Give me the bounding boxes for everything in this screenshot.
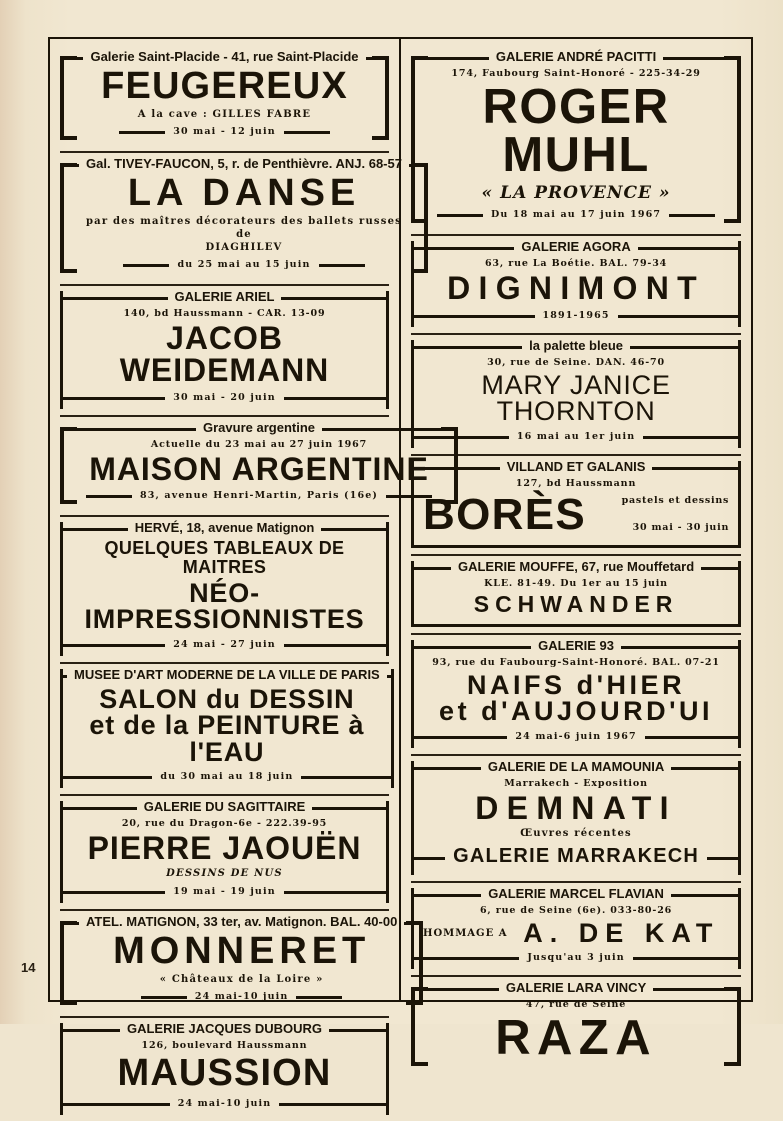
ad-title-line: LA DANSE (127, 172, 361, 215)
ad-date (62, 1099, 387, 1110)
gallery-address: 127, bd Haussmann (515, 477, 637, 489)
ad-date-text: du 30 mai au 18 juin (160, 770, 294, 782)
ad-title-line: NAIFS d'HIER (467, 669, 686, 700)
ad-title (423, 369, 729, 427)
ad-title (72, 1052, 377, 1095)
ad-cell (411, 454, 741, 554)
ad-main-row (72, 1052, 377, 1095)
ad-box (411, 238, 741, 327)
ad-title (423, 489, 616, 539)
ad-header (62, 291, 387, 306)
ad-header (413, 640, 739, 655)
ad-date (413, 311, 739, 322)
ad-title-line: A. DE KAT (523, 917, 720, 948)
ad-main-row (431, 1011, 721, 1066)
page-frame (48, 37, 753, 1110)
ad-cell (60, 284, 389, 415)
ad-header (74, 916, 409, 931)
ad-subtitle (423, 827, 729, 840)
ad-date (62, 772, 392, 783)
ad-cell (411, 234, 741, 333)
ad-body (423, 903, 729, 948)
ad-subtitle (80, 973, 403, 986)
ad-date (413, 953, 739, 964)
ad-box (60, 291, 389, 409)
gallery-name: GALERIE DE LA MAMOUNIA (487, 758, 665, 774)
ad-header (413, 758, 739, 776)
gallery-name: GALERIE AGORA (521, 238, 631, 254)
ad-title-line: DIGNIMONT (447, 269, 706, 306)
ad-box (60, 419, 458, 509)
gallery-address: 126, boulevard Haussmann (141, 1040, 308, 1052)
ad-main-row (423, 269, 729, 306)
gallery-name: GALERIE 93 (538, 638, 614, 654)
ad-main-row (423, 590, 729, 617)
ad-box (411, 885, 741, 969)
ad-title (72, 829, 377, 866)
ad-main-row (423, 789, 729, 826)
ad-title-line: BORÈS (423, 489, 587, 539)
ad-date-text: 1891-1965 (542, 310, 610, 322)
ad-body (423, 655, 729, 727)
ad-date (62, 393, 387, 404)
ad-date-text: 30 mai - 20 juin (173, 391, 276, 403)
ad-header (62, 1023, 387, 1038)
ad-footer-text: GALERIE MARRAKECH (453, 844, 700, 867)
ad-header (413, 340, 739, 355)
gallery-name: Gal. TIVEY-FAUCON, 5, r. de Penthièvre. ANJ. 68-57 (86, 156, 402, 172)
ad-subtitle (80, 108, 369, 121)
ad-title-line: MARY JANICE THORNTON (481, 369, 671, 427)
ad-title (80, 450, 438, 487)
ad-title (72, 320, 377, 388)
ad-box (411, 558, 741, 627)
gallery-address: 63, rue La Boétie. BAL. 79-34 (484, 257, 668, 269)
ad-date-text: Jusqu'au 3 juin (527, 952, 625, 964)
gallery-name: VILLAND ET GALANIS (506, 458, 646, 474)
gallery-name: GALERIE DU SAGITTAIRE (143, 798, 306, 814)
ad-date (86, 127, 363, 138)
ad-side-right-line: pastels et dessins (621, 495, 730, 507)
gallery-name: Galerie Saint-Placide - 41, rue Saint-Placide (90, 49, 359, 64)
ad-title (80, 930, 403, 973)
ad-title-line: MAISON ARGENTINE (89, 450, 429, 487)
ad-date-text: 24 mai-10 juin (194, 991, 289, 1003)
ad-title (431, 1011, 721, 1066)
ad-subtitle (80, 215, 408, 254)
gallery-name: GALERIE ANDRÉ PACITTI (495, 49, 657, 64)
ad-date-text: 16 mai au 1er juin (516, 430, 636, 442)
ad-header (425, 982, 727, 997)
gallery-address: 20, rue du Dragon-6e - 222.39-95 (121, 817, 328, 829)
ad-date-text: 83, avenue Henri-Martin, Paris (16e) (140, 490, 379, 502)
ad-cell (60, 415, 429, 515)
ad-header (413, 885, 739, 903)
ad-cell (60, 794, 389, 909)
ad-side-left-label: HOMMAGE A (423, 927, 508, 939)
ad-body (423, 256, 729, 306)
ad-box (60, 51, 389, 145)
ad-side-right-line: 30 mai - 30 juin (632, 522, 730, 534)
ad-body (72, 537, 377, 635)
ad-body (72, 684, 382, 767)
ad-title-line: RAZA (495, 1011, 657, 1066)
column-right (401, 39, 751, 1066)
ad-date (62, 640, 387, 651)
ad-title-line: NÉO-IMPRESSIONNISTES (84, 577, 365, 635)
ad-subtitle-line: DESSINS DE NUS (166, 868, 283, 880)
gallery-name: HERVÉ, 18, avenue Matignon (134, 520, 315, 536)
ad-cell (411, 333, 741, 454)
ad-title-line: PIERRE JAOUËN (87, 829, 362, 866)
gallery-name: GALERIE MARCEL FLAVIAN (488, 885, 664, 901)
ad-title-line: JACOB WEIDEMANN (119, 320, 330, 388)
ad-title (513, 917, 729, 948)
ad-body (80, 66, 369, 123)
ad-body (80, 437, 438, 487)
ad-date-text: 30 mai - 12 juin (173, 126, 276, 138)
gallery-name: GALERIE MOUFFE, 67, rue Mouffetard (457, 558, 695, 574)
ad-body (423, 476, 729, 538)
ad-box (60, 522, 389, 656)
ad-header (62, 798, 387, 816)
ad-header (413, 458, 739, 476)
ad-pre-title: QUELQUES TABLEAUX DE MAITRES (104, 537, 345, 577)
ad-title (423, 669, 729, 727)
ad-date (413, 732, 739, 743)
ad-box (411, 51, 741, 228)
ad-box (411, 758, 741, 875)
ad-box (60, 666, 394, 788)
ad-body (80, 173, 408, 256)
gallery-address: 47, rue de Seine (525, 999, 627, 1011)
ad-cell (60, 151, 402, 284)
ad-date (413, 432, 739, 443)
gallery-name: ATEL. MATIGNON, 33 ter, av. Matignon. BAL. 40-00 (86, 914, 398, 930)
gallery-address: 30, rue de Seine. DAN. 46-70 (487, 357, 665, 369)
ad-cell (411, 754, 741, 881)
ad-header (74, 158, 414, 173)
ad-title-line: FEUGEREUX (101, 64, 348, 107)
ad-main-row (80, 172, 408, 215)
ad-subtitle-line: DIAGHILEV (205, 242, 283, 254)
ad-title-line: DEMNATI (475, 789, 677, 826)
ad-main-row (431, 79, 721, 182)
ad-cell (411, 881, 741, 975)
ad-date-text: 19 mai - 19 juin (173, 886, 276, 898)
ad-title-line: et de la PEINTURE à l'EAU (89, 710, 365, 767)
ad-main-row (423, 369, 729, 427)
ad-date-text: 24 mai-10 juin (177, 1098, 272, 1110)
ad-subtitle-line: « LA PROVENCE » (481, 182, 671, 203)
gallery-address: 174, Faubourg Saint-Honoré - 225-34-29 (451, 67, 701, 79)
ad-main-row (80, 450, 438, 487)
ad-side-right-notes (622, 495, 730, 533)
ad-cell (411, 975, 741, 1077)
ad-cell (411, 554, 741, 633)
ad-main-row (72, 683, 382, 767)
ad-title-line: SALON du DESSIN (99, 683, 355, 714)
ad-title (423, 590, 729, 617)
ad-body (72, 816, 377, 882)
ad-title (423, 789, 729, 826)
ad-body (423, 576, 729, 617)
ad-subtitle (72, 867, 377, 880)
ad-body (423, 776, 729, 842)
ad-body (431, 997, 721, 1064)
gallery-address: 93, rue du Faubourg-Saint-Honoré. BAL. 07-21 (432, 657, 720, 669)
ad-header (62, 666, 392, 684)
ad-date (86, 992, 397, 1003)
ad-subtitle-line: A la cave : GILLES FABRE (137, 109, 312, 121)
ad-box (60, 916, 423, 1010)
ad-box (411, 640, 741, 748)
ad-title (72, 577, 377, 635)
ad-title-line: MONNERET (113, 930, 371, 973)
gallery-address: 140, bd Haussmann - CAR. 13-09 (123, 308, 326, 320)
gallery-address: KLE. 81-49. Du 1er au 15 juin (484, 577, 668, 589)
gallery-address: Actuelle du 23 mai au 27 juin 1967 (150, 438, 368, 450)
ad-box (60, 158, 428, 278)
ad-box (411, 340, 741, 448)
ad-title-line: et d'AUJOURD'UI (439, 696, 714, 727)
ad-title-line: SCHWANDER (473, 590, 679, 617)
ad-box (60, 798, 389, 903)
ad-cell (411, 633, 741, 754)
ad-footer-big (413, 844, 739, 870)
ad-date (86, 260, 402, 271)
ad-main-row (72, 577, 377, 635)
ad-cell (60, 515, 389, 662)
ad-subtitle-line: Œuvres récentes (520, 827, 632, 839)
ad-title (80, 64, 369, 107)
ad-box (411, 982, 741, 1071)
ad-box (60, 1023, 389, 1115)
ad-date (437, 210, 715, 221)
ad-title (72, 683, 382, 767)
ad-date-text: 24 mai-6 juin 1967 (515, 730, 637, 742)
ad-date (62, 887, 387, 898)
ad-title (423, 269, 729, 306)
ad-body (80, 931, 403, 988)
gallery-name: Gravure argentine (203, 419, 316, 435)
ad-subtitle (431, 182, 721, 204)
ad-title (80, 172, 408, 215)
gallery-name: GALERIE ARIEL (174, 289, 275, 305)
ad-subtitle-line: par des maîtres décorateurs des ballets russes de (85, 216, 402, 241)
ad-header (74, 419, 444, 437)
ad-header (425, 51, 727, 66)
ad-body (431, 66, 721, 206)
ad-header (413, 238, 739, 256)
gallery-name: GALERIE JACQUES DUBOURG (126, 1021, 323, 1037)
ad-main-row (423, 489, 730, 539)
ad-title-line: ROGER MUHL (482, 79, 670, 182)
ad-body (72, 1038, 377, 1094)
gallery-name: la palette bleue (529, 338, 624, 354)
ad-title (431, 79, 721, 182)
ad-date-text: du 25 mai au 15 juin (177, 259, 311, 271)
ad-main-row (423, 669, 729, 727)
ad-cell (60, 1016, 389, 1121)
ad-box (411, 458, 741, 548)
page-number: 14 (21, 960, 36, 975)
ad-main-row (423, 917, 729, 948)
ad-body (423, 355, 729, 427)
ad-main-row (72, 829, 377, 866)
ad-header (74, 51, 375, 66)
ad-title-line: MAUSSION (117, 1052, 332, 1095)
gallery-name: GALERIE LARA VINCY (505, 980, 647, 996)
ad-date-text: 24 mai - 27 juin (173, 638, 276, 650)
ad-cell (60, 46, 389, 151)
gallery-address: 6, rue de Seine (6e). 033-80-26 (479, 904, 673, 916)
ad-header (413, 558, 739, 576)
column-left (50, 39, 429, 1110)
ad-header (62, 522, 387, 537)
gallery-name: MUSEE D'ART MODERNE DE LA VILLE DE PARIS (74, 666, 380, 682)
ad-cell (60, 909, 398, 1016)
ad-date-text: Du 18 mai au 17 juin 1967 (491, 208, 662, 220)
ad-main-row (72, 320, 377, 388)
ad-date (86, 491, 432, 502)
ad-main-row (80, 930, 403, 973)
ad-body (72, 306, 377, 388)
ad-main-row (80, 64, 369, 107)
ad-cell (411, 46, 741, 234)
ad-cell (60, 662, 389, 794)
ad-subtitle-line: « Châteaux de la Loire » (159, 974, 324, 986)
gallery-address: Marrakech - Exposition (504, 777, 648, 789)
